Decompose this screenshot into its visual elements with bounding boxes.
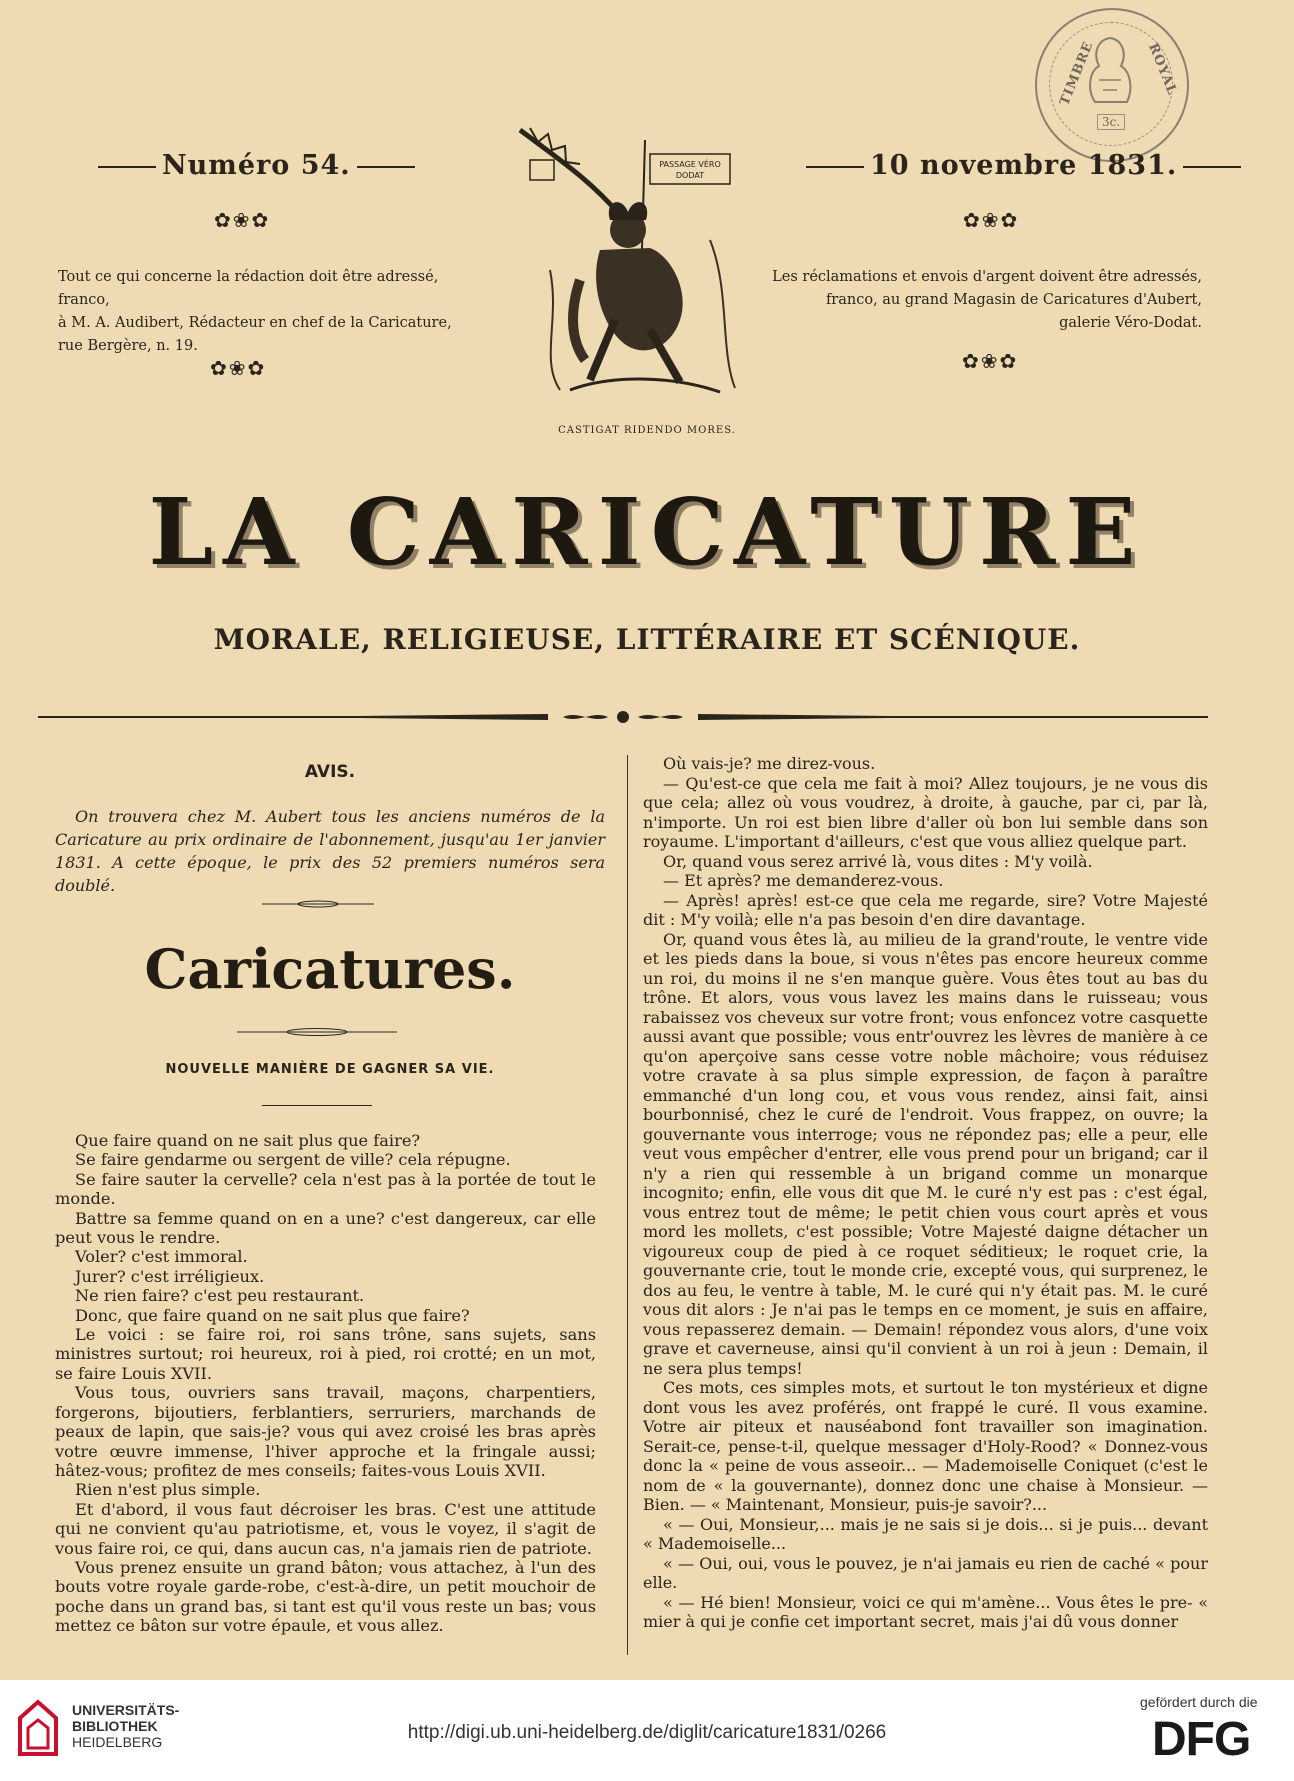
issue-date: 10 novembre 1831. [800, 150, 1247, 181]
paragraph: Or, quand vous êtes là, au milieu de la grand'route, le ventre vide et les pieds dans la boue, si vous n'êtes pas encore heureux comme un roi, du moins il ne s'en manque guère. Vous êtes tout au bas du trône. Et alors, vous vous lavez les mains dans le ruisseau; vous rabaissez vos cheveux sur votre front; vous enfoncez votre casquette aussi avant que possible; vous entr'ouvrez les lèvres de manière à ce qu'on aperçoive sans cesse votre noble mâchoire; vous réduisez votre cravate à sa plus simple expression, de façon à paraître emmanché d'un long cou, et vous vous rendez, ainsi fait, ainsi bourbonnisé, chez le curé de l'endroit. Vous frappez, on ouvre; la gouvernante vous interroge; vous ne répondez pas; elle a peur, elle veut vous empêcher d'entrer, elle vous prend pour un brigand; car il n'y a rien qui ressemble à un brigand comme un monarque incognito; enfin, elle vous dit que M. le curé n'y est pas : c'est égal, vous entrez tout de même; le petit chien vous court après et vous mord les mollets, c'est possible; Votre Majesté daigne détacher un vigoureux coup de pied à ce roquet séditieux; le roquet crie, la gouvernante crie, tout le monde crie, excepté vous, qui surprenez, le dos au feu, le ventre à table, M. le curé qui n'y était pas. M. le curé vous dit alors : Je n'ai pas le temps en ce moment, je suis en affaire, vous repasserez demain. — Demain! répondez vous alors, d'une voix grave et caverneuse, ainsi qu'il convient à un roi à jeun : Demain, il ne sera plus temps! [643, 929, 1208, 1378]
section-flourish [237, 1027, 397, 1037]
paragraph: Voler? c'est immoral. [75, 1247, 248, 1267]
paragraph: Ces mots, ces simples mots, et surtout le ton mystérieux et digne dont vous les avez proférés, ont frappé le curé. Il vous examine. Votre air piteux et nauséabond font travailler son imagination. Serait-ce, pense-t-il, quelque messager d'Holy-Rood? « Donnez-vous donc la « peine de vous asseoir... — Mademoiselle Coniquet (c'est le nom de « la gouvernante), donnez donc une chaise à Monsieur. — Bien. — « Maintenant, Monsieur, puis-je savoir?... [643, 1378, 1208, 1514]
ornamental-rule [38, 710, 1208, 724]
left-column [55, 1131, 596, 1636]
paragraph: Battre sa femme quand on en a une? c'est dangereux, car elle peut vous le rendre. [55, 1208, 596, 1248]
vignette-sign: PASSAGE VÉRO [659, 160, 721, 169]
paragraph: — Et après? me demanderez-vous. [663, 871, 944, 890]
paragraph: Le voici : se faire roi, roi sans trône, sans sujets, sans ministres surtout; roi heureux, roi à pied, roi crotté; en un mot, se faire Louis XVII. [55, 1325, 596, 1383]
svg-text:DODAT: DODAT [675, 171, 705, 180]
avis-text: On trouvera chez M. Aubert tous les anciens numéros de la Caricature au prix ordinaire de l'abonnement, jusqu'au 1er janvier 1831. A cette époque, le prix des 52 premiers numéros sera doublé. [55, 807, 605, 895]
editorial-notice: Tout ce qui concerne la rédaction doit être adressé, franco, à M. A. Audibert, Rédacteur en chef de la Caricature, rue Bergère, n. 19. [58, 269, 452, 354]
paragraph: Se faire sauter la cervelle? cela n'est pas à la portée de tout le monde. [55, 1169, 596, 1209]
ornament-left-top: ✿❀✿ [214, 208, 271, 232]
paragraph: Or, quand vous serez arrivé là, vous dites : M'y voilà. [663, 851, 1093, 871]
paragraph: Jurer? c'est irréligieux. [75, 1266, 265, 1286]
digitization-footer [0, 1680, 1294, 1781]
title-underline [262, 1105, 372, 1106]
stamp-right-text: ROYAL [1145, 41, 1180, 98]
paragraph: Et d'abord, il vous faut décroiser les bras. C'est une attitude qui ne convient qu'au patriotisme, et, vous le voyez, il s'agit de vous faire roi, ce qui, dans aucun cas, n'a jamais rien de patriote. [55, 1499, 596, 1558]
column-divider [627, 755, 628, 1655]
article-title: NOUVELLE MANIÈRE DE GAGNER SA VIE. [165, 1062, 495, 1077]
paragraph: « — Hé bien! Monsieur, voici ce qui m'amène... Vous êtes le pre- « mier à qui je confie cet important secret, mais j'ai dû vous donner [643, 1592, 1208, 1631]
right-column [643, 754, 1208, 1632]
dfg-logo: DFG [1152, 1713, 1251, 1766]
paragraph: « — Oui, oui, vous le pouvez, je n'ai jamais eu rien de caché « pour elle. [643, 1553, 1208, 1592]
paragraph: « — Oui, Monsieur,... mais je ne sais si je dois... si je puis... devant « Mademoiselle... [643, 1514, 1208, 1553]
paragraph: Que faire quand on ne sait plus que faire? [75, 1131, 421, 1150]
masthead-subtitle: MORALE, RELIGIEUSE, LITTÉRAIRE ET SCÉNIQUE. [213, 623, 1081, 656]
stamp-left-text: TIMBRE [1057, 39, 1097, 108]
paragraph: Où vais-je? me direz-vous. [663, 754, 876, 773]
avis-heading: AVIS. [304, 762, 356, 782]
stamp-value: 3c. [1097, 114, 1125, 130]
jester-vignette [510, 120, 750, 410]
royal-stamp [1035, 8, 1189, 162]
motto: CASTIGAT RIDENDO MORES. [558, 425, 736, 436]
paragraph: — Après! après! est-ce que cela me regarde, sire? Votre Majesté dit : M'y voilà; elle n'a pas besoin d'en dire davantage. [643, 890, 1208, 929]
paragraph: Vous tous, ouvriers sans travail, maçons, charpentiers, forgerons, bijoutiers, ferblantiers, serruriers, marchands de peaux de lapin, que sais-je? vous qui avez croisé les bras après votre œuvre immense, l'hiver approche et la fringale aussi; hâtez-vous; profitez de mes conseils; faites-vous Louis XVII. [55, 1383, 596, 1480]
section-heading: Caricatures. [144, 937, 516, 1001]
ornament-right-top: ✿❀✿ [963, 208, 1020, 232]
paragraph: Ne rien faire? c'est peu restaurant. [75, 1286, 365, 1306]
masthead-title: LA CARICATURE [148, 478, 1146, 586]
paragraph: Vous prenez ensuite un grand bâton; vous attachez, à l'un des bouts votre royale garde-robe, c'est-à-dire, un petit mouchoir de poche dans un grand bas, si tant est qu'il vous reste un bas; vous mettez ce bâton sur votre épaule, et vous allez. [55, 1557, 596, 1636]
issue-number: Numéro 54. [92, 150, 421, 181]
permalink[interactable]: http://digi.ub.uni-heidelberg.de/diglit/caricature1831/0266 [407, 1722, 887, 1743]
subscription-notice: Les réclamations et envois d'argent doivent être adressés, franco, au grand Magasin de Caricatures d'Aubert, galerie Véro-Dodat. [772, 269, 1202, 331]
paragraph: Se faire gendarme ou sergent de ville? cela répugne. [75, 1150, 511, 1170]
paragraph: — Qu'est-ce que cela me fait à moi? Allez toujours, je ne vous dis que cela; allez où vous voudrez, à droite, à gauche, par ci, par là, n'importe. Un roi est bien libre d'aller où bon lui semble dans son royaume. L'important d'ailleurs, c'est que vous alliez quelque part. [643, 773, 1208, 851]
paragraph: Rien n'est plus simple. [75, 1480, 261, 1500]
library-name: UNIVERSITÄTS- BIBLIOTHEK HEIDELBERG [72, 1702, 180, 1750]
ornament-left-bottom: ✿❀✿ [210, 356, 267, 380]
paragraph: Donc, que faire quand on ne sait plus que faire? [75, 1305, 470, 1325]
ornament-right-bottom: ✿❀✿ [962, 349, 1019, 373]
avis-flourish [262, 899, 374, 909]
funded-by-label: gefördert durch die [1140, 1694, 1258, 1710]
